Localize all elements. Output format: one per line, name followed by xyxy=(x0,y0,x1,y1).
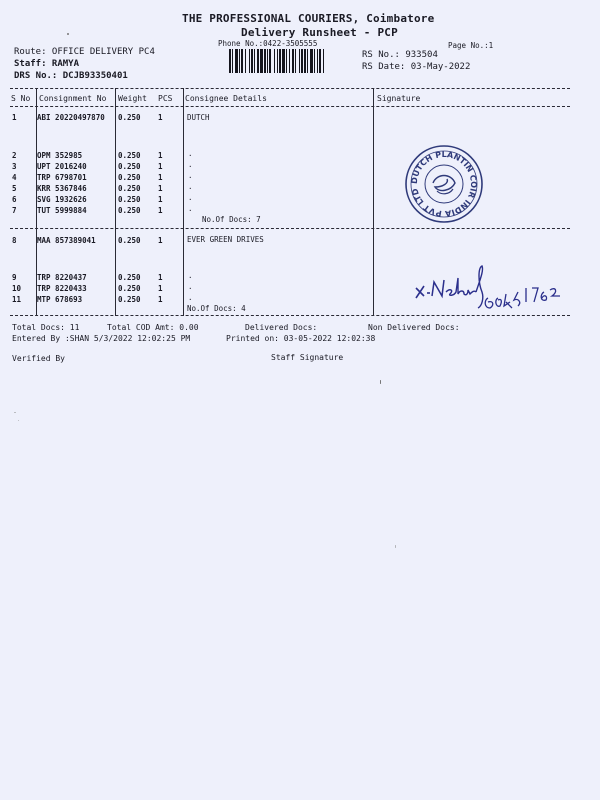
barcode-bar xyxy=(314,49,315,73)
column-divider xyxy=(183,232,184,314)
row-pcs: 1 xyxy=(158,206,163,215)
row-consignment: TRP 8220437 xyxy=(37,273,87,282)
runsheet-subtitle: Delivery Runsheet - PCP xyxy=(241,26,398,39)
row-consignee: . xyxy=(188,282,193,291)
scan-speck xyxy=(395,545,396,548)
barcode-bar xyxy=(232,49,233,73)
row-consignment: TUT 5999884 xyxy=(37,206,87,215)
group-doc-count: No.Of Docs: 7 xyxy=(202,215,261,224)
row-weight: 0.250 xyxy=(118,236,141,245)
barcode-bar xyxy=(251,49,253,73)
barcode-bar xyxy=(292,49,294,73)
row-weight: 0.250 xyxy=(118,184,141,193)
row-consignee: . xyxy=(188,171,193,180)
phone-number: Phone No.:0422-3505555 xyxy=(218,39,318,48)
verified-by-label: Verified By xyxy=(12,354,65,363)
row-consignment: TRP 6798701 xyxy=(37,173,87,182)
barcode-bar xyxy=(307,49,308,73)
drs-number: DRS No.: DCJB93350401 xyxy=(14,71,128,81)
row-weight: 0.250 xyxy=(118,195,141,204)
row-consignee: . xyxy=(188,182,193,191)
row-sno: 8 xyxy=(12,236,17,245)
row-pcs: 1 xyxy=(158,113,163,122)
table-top-rule xyxy=(10,88,570,89)
row-weight: 0.250 xyxy=(118,113,141,122)
svg-text:DUTCH PLANTIN COIR INDIA PVT L: DUTCH PLANTIN COIR INDIA PVT LTD xyxy=(409,149,479,219)
row-consignee: . xyxy=(188,160,193,169)
receiver-handwritten-signature xyxy=(410,258,575,318)
row-consignment: SVG 1932626 xyxy=(37,195,87,204)
row-sno: 6 xyxy=(12,195,17,204)
staff-label: Staff: RAMYA xyxy=(14,59,80,69)
total-cod-amount: Total COD Amt: 0.00 xyxy=(107,323,199,332)
group-doc-count: No.Of Docs: 4 xyxy=(187,304,246,313)
row-consignment: MAA 857389041 xyxy=(37,236,96,245)
barcode-bar xyxy=(257,49,259,73)
barcode-bar xyxy=(269,49,271,73)
total-docs: Total Docs: 11 xyxy=(12,323,80,332)
row-sno: 10 xyxy=(12,284,22,293)
row-consignment: TRP 8220433 xyxy=(37,284,87,293)
row-consignment: ABI 20220497870 xyxy=(37,113,105,122)
barcode-bar xyxy=(279,49,281,73)
barcode-bar xyxy=(267,49,268,73)
row-weight: 0.250 xyxy=(118,284,141,293)
row-weight: 0.250 xyxy=(118,162,141,171)
printed-on: Printed on: 03-05-2022 12:02:38 xyxy=(226,334,376,343)
barcode-bar xyxy=(299,49,300,73)
row-pcs: 1 xyxy=(158,184,163,193)
row-pcs: 1 xyxy=(158,273,163,282)
row-pcs: 1 xyxy=(158,173,163,182)
barcode-bar xyxy=(264,49,266,73)
row-pcs: 1 xyxy=(158,236,163,245)
row-sno: 3 xyxy=(12,162,17,171)
barcode-bar xyxy=(245,49,246,73)
row-consignee: . xyxy=(188,271,193,280)
barcode-bar xyxy=(249,49,250,73)
row-sno: 11 xyxy=(12,295,22,304)
row-pcs: 1 xyxy=(158,195,163,204)
company-title: THE PROFESSIONAL COURIERS, Coimbatore xyxy=(182,12,435,25)
barcode-bar xyxy=(295,49,296,73)
rs-date: RS Date: 03-May-2022 xyxy=(362,62,471,72)
row-pcs: 1 xyxy=(158,151,163,160)
row-consignee: . xyxy=(188,204,193,213)
barcode-bar xyxy=(319,49,321,73)
row-consignee: . xyxy=(188,149,193,158)
barcode-bar xyxy=(286,49,287,73)
row-weight: 0.250 xyxy=(118,173,141,182)
row-weight: 0.250 xyxy=(118,295,141,304)
entered-by: Entered By :SHAN 5/3/2022 12:02:25 PM xyxy=(12,334,191,343)
row-sno: 9 xyxy=(12,273,17,282)
row-sno: 5 xyxy=(12,184,17,193)
barcode-image xyxy=(229,49,355,73)
group-separator-rule xyxy=(10,228,570,229)
row-pcs: 1 xyxy=(158,162,163,171)
row-weight: 0.250 xyxy=(118,206,141,215)
non-delivered-docs: Non Delivered Docs: xyxy=(368,323,460,332)
barcode-bar xyxy=(323,49,324,73)
barcode-bar xyxy=(239,49,240,73)
row-sno: 7 xyxy=(12,206,17,215)
row-sno: 4 xyxy=(12,173,17,182)
scan-speck xyxy=(67,33,69,35)
barcode-bar xyxy=(241,49,243,73)
row-consignee: DUTCH xyxy=(187,113,210,122)
row-weight: 0.250 xyxy=(118,151,141,160)
rs-number: RS No.: 933504 xyxy=(362,50,438,60)
col-header-pcs: PCS xyxy=(158,94,173,103)
row-consignment: UPT 2016240 xyxy=(37,162,87,171)
row-consignment: OPM 352985 xyxy=(37,151,83,160)
staff-signature-label: Staff Signature xyxy=(271,353,344,362)
barcode-bar xyxy=(229,49,231,73)
barcode-bar xyxy=(301,49,303,73)
col-header-sno: S No xyxy=(11,94,31,103)
row-weight: 0.250 xyxy=(118,273,141,282)
scan-speck xyxy=(380,380,381,384)
row-consignee: EVER GREEN DRIVES xyxy=(187,235,264,244)
barcode-bar xyxy=(304,49,306,73)
scan-speck xyxy=(18,420,19,421)
row-consignment: KRR 5367846 xyxy=(37,184,87,193)
company-seal-stamp xyxy=(403,143,485,225)
row-pcs: 1 xyxy=(158,284,163,293)
row-consignee: . xyxy=(188,193,193,202)
col-header-consignee: Consignee Details xyxy=(185,94,267,103)
barcode-bar xyxy=(260,49,263,73)
barcode-bar xyxy=(317,49,318,73)
col-header-signature: Signature xyxy=(377,94,421,103)
delivered-docs: Delivered Docs: xyxy=(245,323,318,332)
row-sno: 2 xyxy=(12,151,17,160)
row-consignee: . xyxy=(188,293,193,302)
barcode-bar xyxy=(235,49,238,73)
table-header-rule xyxy=(10,106,570,107)
barcode-bar xyxy=(277,49,278,73)
barcode-bar xyxy=(282,49,285,73)
row-consignment: MTP 678693 xyxy=(37,295,83,304)
barcode-bar xyxy=(254,49,255,73)
col-header-weight: Weight xyxy=(118,94,147,103)
row-sno: 1 xyxy=(12,113,17,122)
col-header-consignment: Consignment No xyxy=(39,94,107,103)
column-divider xyxy=(373,88,374,316)
barcode-bar xyxy=(274,49,275,73)
scan-speck xyxy=(14,412,16,413)
column-divider xyxy=(115,88,116,316)
row-pcs: 1 xyxy=(158,295,163,304)
barcode-bar xyxy=(289,49,290,73)
route-label: Route: OFFICE DELIVERY PC4 xyxy=(14,47,155,57)
page-number: Page No.:1 xyxy=(448,41,494,50)
barcode-bar xyxy=(310,49,313,73)
